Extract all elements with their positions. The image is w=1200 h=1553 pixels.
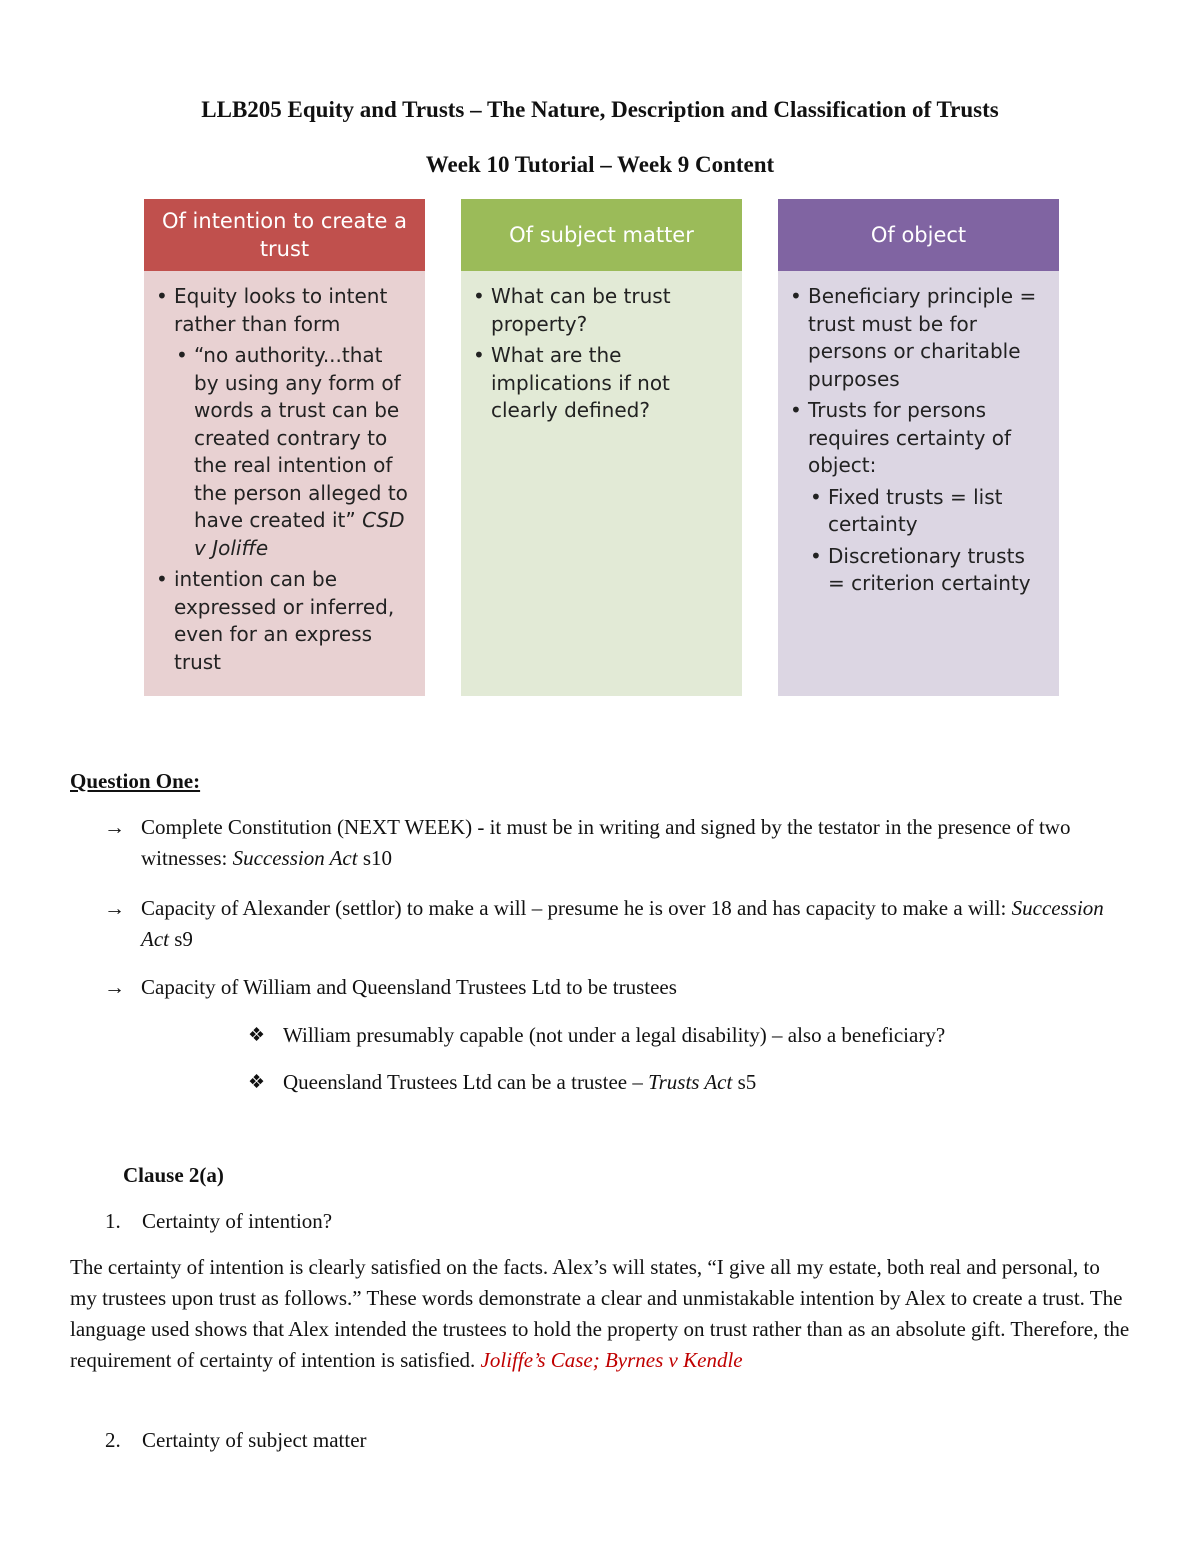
numbered-item-text: Certainty of subject matter bbox=[142, 1428, 367, 1452]
document-subtitle: Week 10 Tutorial – Week 9 Content bbox=[425, 152, 775, 177]
question-point-text: Capacity of William and Queensland Trustees Ltd to be trustees bbox=[141, 975, 677, 999]
paragraph-text: The certainty of intention is clearly satisfied on the facts. Alex’s will states, “I give all my estate, both real and personal, to my trustees upon trust as follows.” These words demonstrate a clear and unmistakable intention by Alex to create a trust. The language used shows that Alex intended the trustees to hold the property on trust rather than as an absolute gift. Therefore, the requirement of certainty of intention is satisfied. bbox=[70, 1255, 1130, 1372]
question-point-text: Capacity of Alexander (settlor) to make a will – presume he is over 18 and has capacity to make a will: Succession Act s9 bbox=[141, 896, 1104, 951]
question-title: Question One: bbox=[70, 769, 201, 793]
box-intention bbox=[144, 199, 425, 696]
case-citation: CSD v Joliffe bbox=[194, 508, 405, 560]
box-intention-body bbox=[144, 271, 425, 696]
list-item-text: Trusts for persons requires certainty of object: bbox=[808, 398, 1012, 477]
question-subpoint bbox=[248, 1067, 1128, 1098]
question-subpoint-text: Queensland Trustees Ltd can be a trustee – Trusts Act s5 bbox=[283, 1070, 757, 1094]
list-item bbox=[174, 342, 411, 562]
numbered-item bbox=[105, 1425, 367, 1456]
question-point bbox=[104, 972, 1134, 1003]
box-object-body bbox=[778, 271, 1059, 696]
box-subject-matter bbox=[461, 199, 742, 696]
quote-text: “no authority...that by using any form of words a trust can be created contrary to the real intention of the person alleged to have created it” bbox=[194, 343, 408, 532]
box-subject-matter-body bbox=[461, 271, 742, 696]
arrow-icon: → bbox=[104, 975, 125, 999]
question-point-text: Complete Constitution (NEXT WEEK) - it must be in writing and signed by the testator in the presence of two witnesses: Succession Act s10 bbox=[141, 815, 1071, 870]
arrow-icon: → bbox=[104, 896, 125, 920]
question-subpoint-text: William presumably capable (not under a legal disability) – also a beneficiary? bbox=[283, 1023, 946, 1047]
diamond-bullet-icon: ❖ bbox=[248, 1025, 266, 1046]
item-number: 1. bbox=[105, 1209, 121, 1233]
question-point bbox=[104, 893, 1134, 955]
list-item: • What are the implications if not clearly defined? bbox=[471, 342, 728, 425]
list-item: • Fixed trusts = list certainty bbox=[808, 484, 1045, 539]
box-object bbox=[778, 199, 1059, 696]
arrow-icon: → bbox=[104, 815, 125, 839]
numbered-item bbox=[105, 1206, 332, 1237]
act-citation: Succession Act bbox=[232, 846, 358, 870]
list-item bbox=[788, 397, 1045, 598]
list-item: • Beneficiary principle = trust must be for persons or charitable purposes bbox=[788, 283, 1045, 393]
act-citation: Succession Act bbox=[141, 896, 1104, 951]
diamond-bullet-icon: ❖ bbox=[248, 1072, 266, 1093]
list-item: • intention can be expressed or inferred, even for an express trust bbox=[154, 566, 411, 676]
box-intention-heading: Of intention to create a trust bbox=[144, 199, 425, 271]
numbered-item-text: Certainty of intention? bbox=[142, 1209, 333, 1233]
question-point bbox=[104, 812, 1134, 874]
list-item bbox=[154, 283, 411, 562]
list-item-text: Equity looks to intent rather than form bbox=[174, 284, 388, 336]
list-item: • What can be trust property? bbox=[471, 283, 728, 338]
box-object-heading: Of object bbox=[778, 199, 1059, 271]
case-citations: Joliffe’s Case; Byrnes v Kendle bbox=[480, 1348, 743, 1372]
question-subpoint bbox=[248, 1020, 1128, 1051]
document-title: LLB205 Equity and Trusts – The Nature, Description and Classification of Trusts bbox=[201, 97, 999, 122]
item-number: 2. bbox=[105, 1428, 121, 1452]
clause-title: Clause 2(a) bbox=[123, 1163, 224, 1187]
analysis-paragraph bbox=[70, 1252, 1130, 1376]
box-subject-matter-heading: Of subject matter bbox=[461, 199, 742, 271]
act-citation: Trusts Act bbox=[648, 1070, 733, 1094]
list-item: • Discretionary trusts = criterion certainty bbox=[808, 543, 1045, 598]
